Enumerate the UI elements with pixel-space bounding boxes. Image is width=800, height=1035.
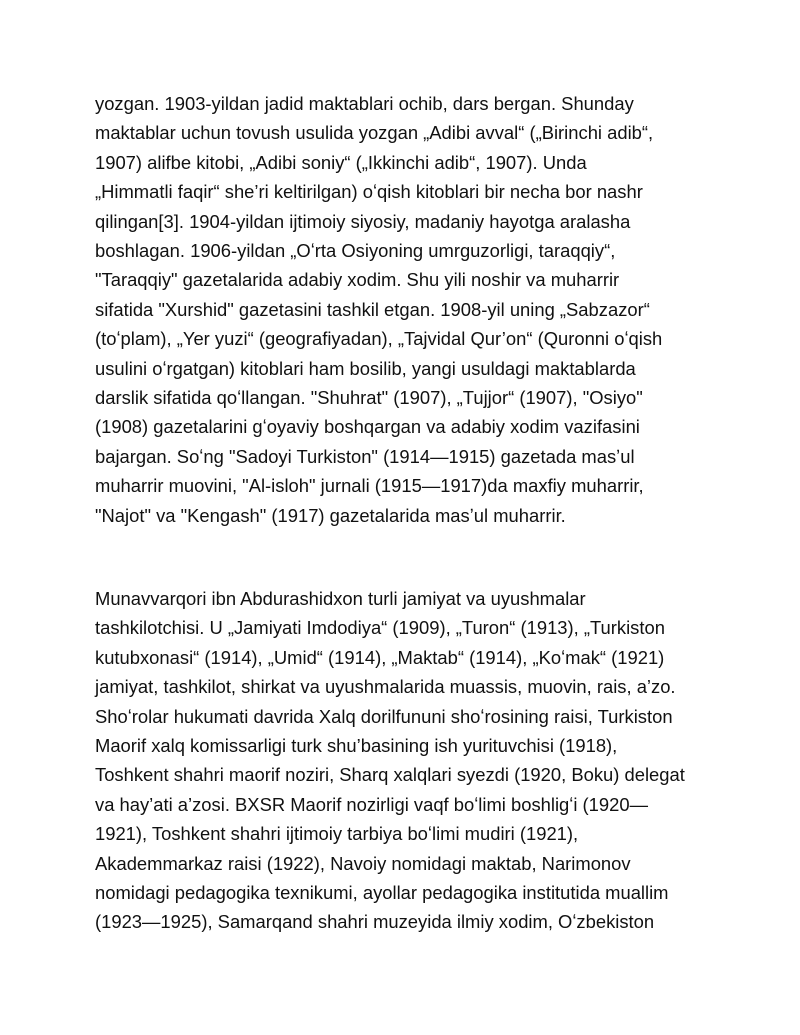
text-line: sifatida "Xurshid" gazetasini tashkil etgan. 1908-yil uning „Sabzazor“ [95, 298, 650, 320]
text-line: yozgan. 1903-yildan jadid maktablari ochib, dars bergan. Shunday [95, 93, 634, 114]
text-line: (1908) gazetalarini gʻoyaviy boshqargan va adabiy xodim vazifasini [95, 416, 640, 438]
text-line: va hay’ati a’zosi. BXSR Maorif nozirligi vaqf boʻlimi boshligʻi (1920— [95, 793, 648, 815]
text-line: "Taraqqiy" gazetalarida adabiy xodim. Shu yili noshir va muharrir [95, 269, 620, 291]
text-line: "Najot" va "Kengash" (1917) gazetalarida masʼul muharrir. [95, 504, 566, 526]
text-line: Akademmarkaz raisi (1922), Navoiy nomidagi maktab, Narimonov [95, 852, 631, 874]
text-line: bajargan. Soʻng "Sadoyi Turkiston" (1914—1915) gazetada masʼul [95, 445, 635, 467]
text-line: qilingan[3]. 1904-yildan ijtimoiy siyosiy, madaniy hayotga aralasha [95, 210, 631, 232]
text-line: Toshkent shahri maorif noziri, Sharq xalqlari syezdi (1920, Boku) delegat [95, 764, 685, 786]
text-line: darslik sifatida qoʻllangan. "Shuhrat" (1907), „Tujjor“ (1907), "Osiyo" [95, 387, 643, 409]
text-line: maktablar uchun tovush usulida yozgan „Adibi avval“ („Birinchi adib“, [95, 122, 654, 144]
text-line: 1921), Toshkent shahri ijtimoiy tarbiya boʻlimi mudiri (1921), [95, 823, 579, 845]
text-line: kutubxonasi“ (1914), „Umid“ (1914), „Maktab“ (1914), „Koʻmak“ (1921) [95, 646, 665, 668]
text-line: Maorif xalq komissarligi turk shu’basining ish yurituvchisi (1918), [95, 735, 618, 757]
text-line: muharrir muovini, "Al-isloh" jurnali (1915—1917)da maxfiy muharrir, [95, 475, 644, 497]
text-line: (toʻplam), „Yer yuzi“ (geografiyadan), „Tajvidal Qur’on“ (Quronni oʻqish [95, 328, 663, 350]
text-line: jamiyat, tashkilot, shirkat va uyushmalarida muassis, muovin, rais, a’zo. [95, 676, 676, 698]
text-line: usulini oʻrgatgan) kitoblari ham bosilib, yangi usuldagi maktablarda [95, 357, 636, 379]
text-line: boshlagan. 1906-yildan „Oʻrta Osiyoning umrguzorligi, taraqqiy“, [95, 240, 616, 262]
text-line: (1923—1925), Samarqand shahri muzeyida ilmiy xodim, Oʻzbekiston [95, 911, 655, 933]
text-line: „Himmatli faqir“ she’ri keltirilgan) oʻqish kitoblari bir necha bor nashr [95, 181, 643, 203]
paragraph-2 [95, 584, 735, 937]
text-line: nomidagi pedagogika texnikumi, ayollar pedagogika institutida muallim [95, 882, 669, 904]
text-line: Munavvarqori ibn Abdurashidxon turli jamiyat va uyushmalar [95, 588, 586, 609]
text-line: 1907) alifbe kitobi, „Adibi soniy“ („Ikkinchi adib“, 1907). Unda [95, 151, 587, 173]
paragraph-1 [95, 89, 735, 530]
text-line: tashkilotchisi. U „Jamiyati Imdodiya“ (1909), „Turon“ (1913), „Turkiston [95, 617, 665, 639]
text-line: Shoʻrolar hukumati davrida Xalq dorilfununi shoʻrosining raisi, Turkiston [95, 705, 673, 727]
